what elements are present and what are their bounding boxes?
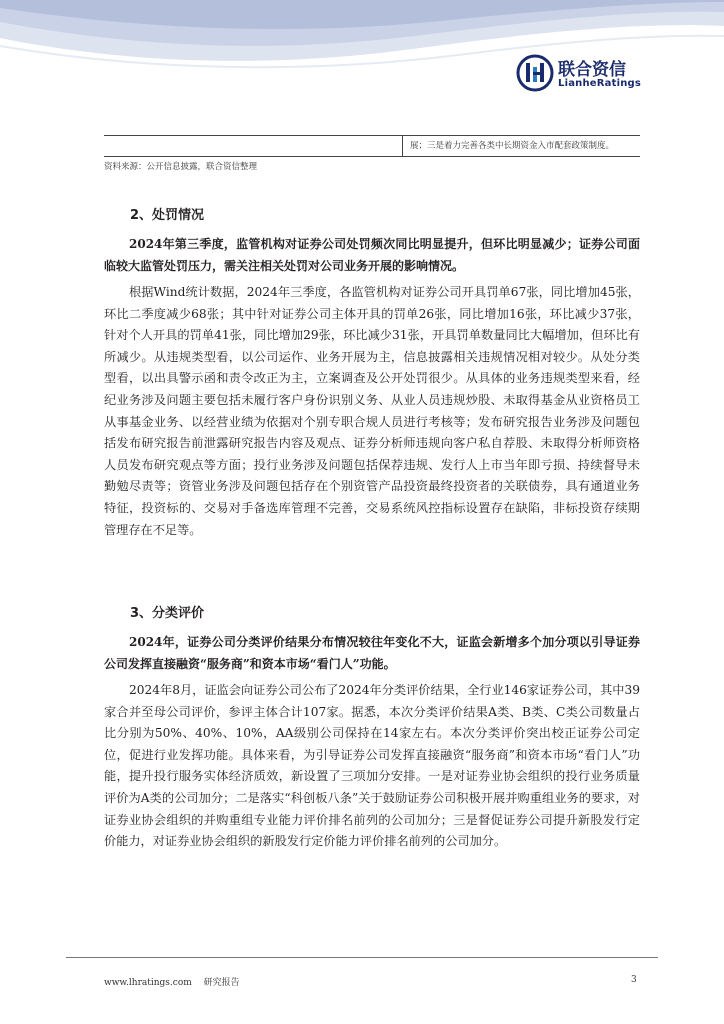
table-cell: 展；三是着力完善各类中长期资金入市配套政策制度。 xyxy=(410,141,615,151)
footer-site-label: www.lhratings.com 研究报告 xyxy=(104,978,240,988)
section-heading-classification: 3、分类评价 xyxy=(130,606,205,621)
table-fragment xyxy=(104,135,640,157)
company-logo xyxy=(516,54,656,94)
logo-text-en: LianheRatings xyxy=(558,78,642,89)
source-note: 资料来源：公开信息披露，联合资信整理 xyxy=(104,162,258,172)
page-number: 3 xyxy=(631,975,637,985)
section-body-classification: 2024年8月，证监会向证券公司公布了2024年分类评价结果，全行业146家证券公司，其中39家合并至母公司评价，参评主体合计107家。据悉，本次分类评价结果A类、B类、C类公司数量占比分别为50%、40%、10%，AA级别公司保持在14家左右。本次分类评价突出校正证券公司定位，促进行业发挥功能。具体来看，为引导证券公司发挥直接融资“服务商”和资本市场“看门人”功能，提升投行服务实体经济质效，新设置了三项加分安排。一是对证券业协会组织的投行业务质量评价为A类的公司加分；二是落实“科创板八条”关于鼓励证券公司积极开展并购重组业务的要求，对证券业协会组织的并购重组专业能力评价排名前列的公司加分；三是督促证券公司提升新股发行定价能力，对证券业协会组织的新股发行定价能力评价排名前列的公司加分。 xyxy=(104,683,640,849)
section-body-penalties: 根据Wind统计数据，2024年三季度，各监管机构对证券公司开具罚单67张，同比增加45张，环比二季度减少68张；其中针对证券公司主体开具的罚单26张，同比增加16张，环比减少37张，针对个人开具的罚单41张，同比增加29张，环比减少31张，开具罚单数量同比大幅增加，但环比有所减少。从违规类型看，以公司运作、业务开展为主，信息披露相关违规情况相对较少。从处分类型看，以出具警示函和责令改正为主，立案调查及公开处罚很少。从具体的业务违规类型来看，经纪业务涉及问题主要包括未履行客户身份识别义务、从业人员违规炒股、未取得基金从业资格员工从事基金业务、以经营业绩为依据对个别专职合规人员进行考核等；发布研究报告业务涉及问题包括发布研究报告前泄露研究报告内容及观点、证券分析师违规向客户私自荐股、未取得分析师资格人员发布研究观点等方面；投行业务涉及问题包括保荐违规、发行人上市当年即亏损、持续督导未勤勉尽责等；资管业务涉及问题包括存在个别资管产品投资最终投资者的关联债券，具有通道业务特征，投资标的、交易对手备选库管理不完善，交易系统风控指标设置存在缺陷，非标投资存续期管理存在不足等。 xyxy=(104,285,640,537)
section-summary-classification: 2024年，证券公司分类评价结果分布情况较往年变化不大，证监会新增多个加分项以引导证券公司发挥直接融资“服务商”和资本市场“看门人”功能。 xyxy=(104,635,640,671)
logo-text-cn: 联合资信 xyxy=(558,60,626,80)
lianhe-logo-icon xyxy=(516,54,554,92)
section-heading-penalties: 2、处罚情况 xyxy=(130,208,205,223)
footer-divider xyxy=(66,957,658,958)
table-column-divider xyxy=(402,136,403,156)
section-summary-penalties: 2024年第三季度，监管机构对证券公司处罚频次同比明显提升，但环比明显减少；证券公司面临较大监管处罚压力，需关注相关处罚对公司业务开展的影响情况。 xyxy=(104,237,640,273)
